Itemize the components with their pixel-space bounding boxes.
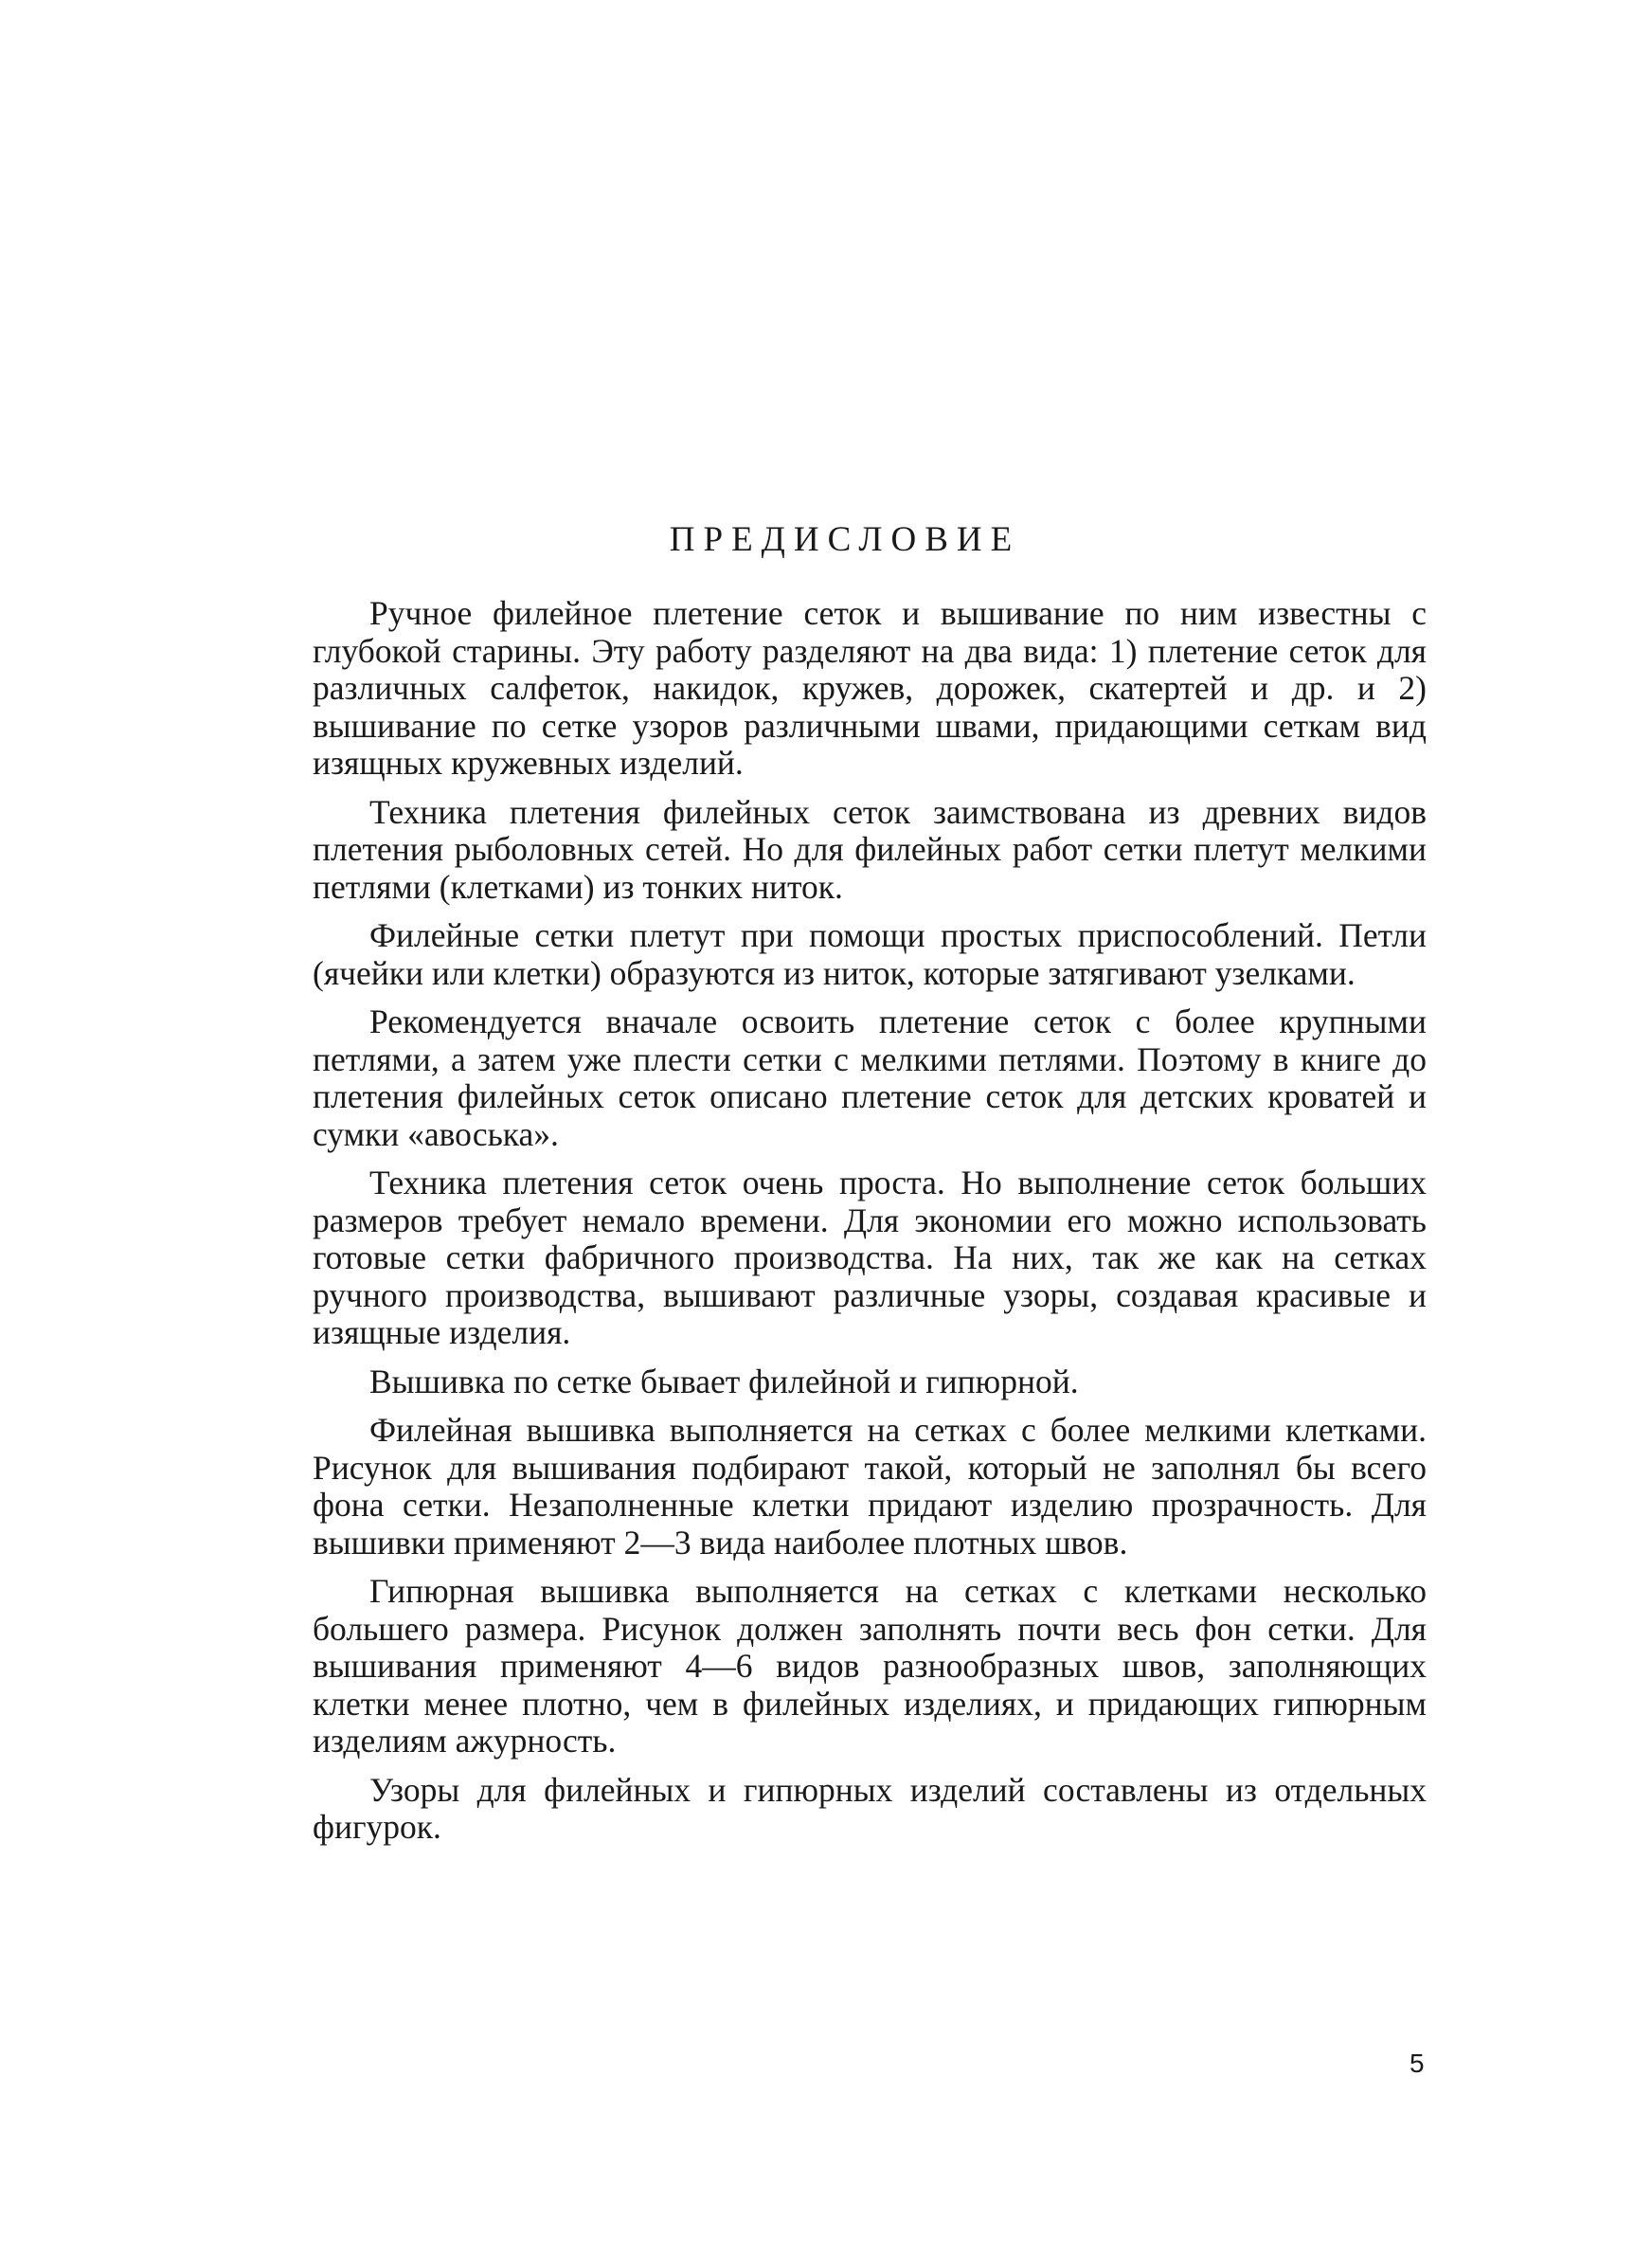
body-text xyxy=(313,595,1427,1847)
paragraph-7: Филейная вышивка выполняется на сетках с более мелкими клетками. Рисунок для вышивания подбирают такой, который не заполнял бы всего фона сетки. Незаполненные клетки придают изделию прозрачность. Для вышивки применяют 2—3 вида наиболее плотных швов. xyxy=(313,1411,1427,1562)
paragraph-9: Узоры для филейных и гипюрных изделий составлены из отдельных фигурок. xyxy=(313,1770,1427,1846)
paragraph-2: Техника плетения филейных сеток заимствована из древних видов плетения рыболовных сетей. Но для филейных работ сетки плетут мелкими петлями (клетками) из тонких ниток. xyxy=(313,792,1427,906)
paragraph-5: Техника плетения сеток очень проста. Но выполнение сеток больших размеров требует немало времени. Для экономии его можно использовать готовые сетки фабричного производства. На них, так же как на сетках ручного производства, вышивают различные узоры, создавая красивые и изящные изделия. xyxy=(313,1164,1427,1351)
paragraph-8: Гипюрная вышивка выполняется на сетках с клетками несколько большего размера. Рисунок должен заполнять почти весь фон сетки. Для вышивания применяют 4—6 видов разнообразных швов, заполняющих клетки менее плотно, чем в филейных изделиях, и придающих гипюрным изделиям ажурность. xyxy=(313,1572,1427,1760)
paragraph-3: Филейные сетки плетут при помощи простых приспособлений. Петли (ячейки или клетки) образуются из ниток, которые затягивают узелками. xyxy=(313,916,1427,992)
page-title: ПРЕДИСЛОВИЕ xyxy=(669,520,1021,559)
paragraph-4: Рекомендуется вначале освоить плетение сеток с более крупными петлями, а затем уже плести сетки с мелкими петлями. Поэтому в книге до плетения филейных сеток описано плетение сеток для детских кроватей и сумки «авоська». xyxy=(313,1002,1427,1153)
paragraph-6: Вышивка по сетке бывает филейной и гипюрной. xyxy=(369,1362,1079,1400)
page-number: 5 xyxy=(1410,2049,1425,2078)
paragraph-1: Ручное филейное плетение сеток и вышивание по ним известны с глубокой старины. Эту работу разделяют на два вида: 1) плетение сеток для различных салфеток, накидок, кружев, дорожек, скатертей и др. и 2) вышивание по сетке узоров различными швами, придающими сеткам вид изящных кружевных изделий. xyxy=(313,594,1427,782)
